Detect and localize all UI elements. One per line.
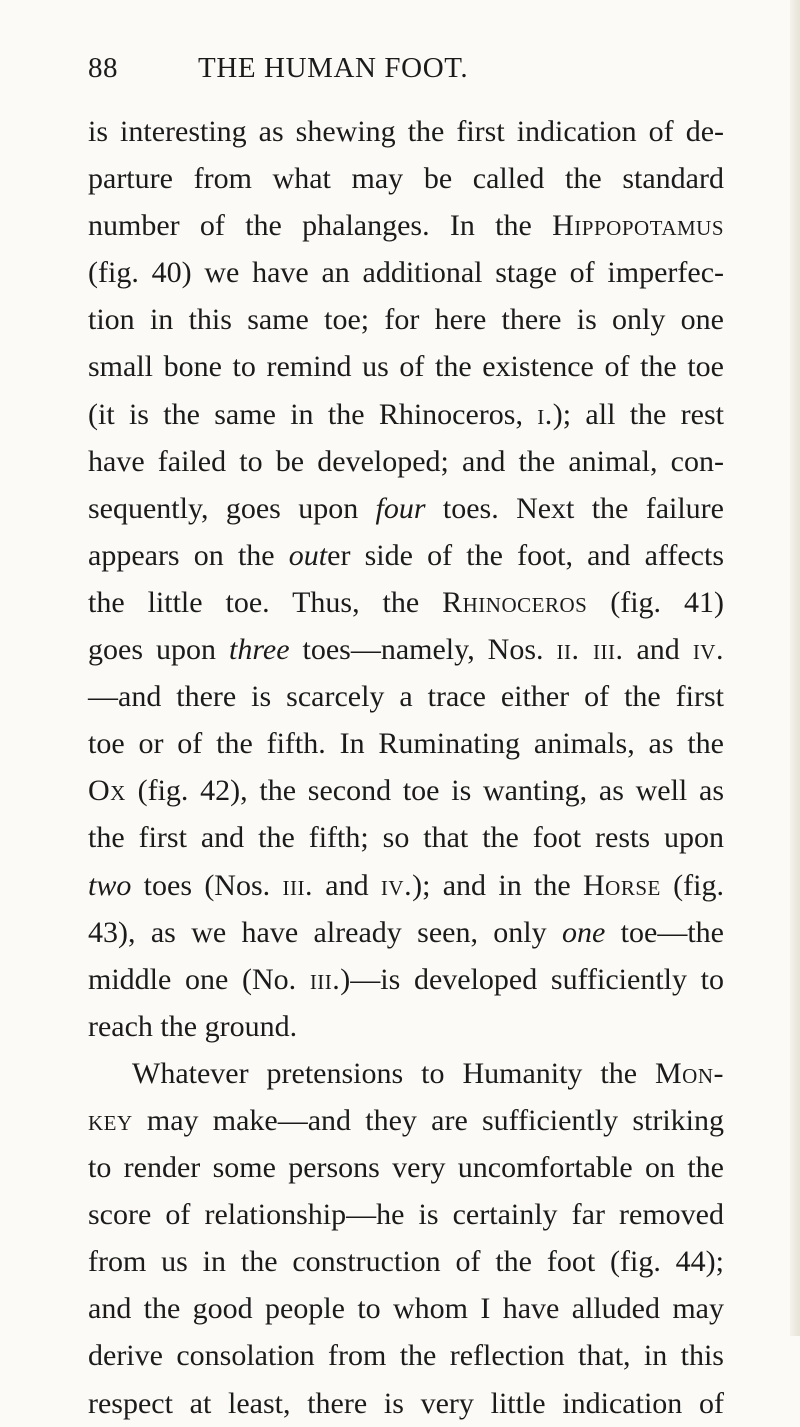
text-line bbox=[88, 532, 724, 579]
text-span: and bbox=[312, 868, 381, 902]
text-span: have failed to be developed; and the animal, con- bbox=[88, 444, 724, 478]
text-line bbox=[88, 438, 724, 485]
text-line bbox=[88, 673, 724, 720]
text-span: toe—the bbox=[605, 915, 724, 949]
text-span: derive consolation from the reflection that, in this bbox=[88, 1339, 724, 1373]
text-span: parture from what may be called the standard bbox=[88, 162, 724, 196]
text-span: ); and in the bbox=[412, 868, 583, 902]
text-span: Rhinoceros bbox=[442, 585, 588, 619]
text-line bbox=[88, 1050, 724, 1097]
text-span: Mon- bbox=[655, 1056, 724, 1090]
text-span: iv. bbox=[692, 633, 724, 667]
text-span: ); all the rest bbox=[552, 397, 724, 431]
text-span: and the good people to whom I have alluded may bbox=[88, 1292, 724, 1326]
text-line bbox=[88, 579, 724, 626]
paragraph-2 bbox=[88, 1050, 724, 1427]
text-line bbox=[88, 1003, 724, 1050]
text-span: —and there is scarcely a trace either of the first bbox=[88, 680, 724, 714]
text-span: iv. bbox=[380, 868, 413, 902]
text-span: key bbox=[88, 1103, 133, 1137]
text-line bbox=[88, 485, 724, 532]
text-span: (fig. bbox=[660, 868, 724, 902]
text-span: 43), as we have already seen, only bbox=[88, 915, 562, 949]
text-span: one bbox=[562, 915, 606, 949]
text-span: reach the ground. bbox=[88, 1009, 298, 1043]
text-span: respect at least, there is very little indication of bbox=[88, 1386, 724, 1420]
text-line bbox=[88, 155, 724, 202]
text-span: )—is developed sufficiently to bbox=[340, 962, 725, 996]
text-span: toes. Next the failure bbox=[425, 491, 724, 525]
text-span: i. bbox=[537, 397, 553, 431]
text-line bbox=[88, 720, 724, 767]
text-span: goes upon bbox=[88, 633, 229, 667]
text-span: to render some persons very uncomfortable on the bbox=[88, 1151, 724, 1185]
text-span: out bbox=[288, 538, 328, 572]
text-span: toes—namely, Nos. bbox=[289, 633, 557, 667]
page-header bbox=[88, 48, 718, 88]
text-line bbox=[88, 1380, 724, 1427]
text-span: er side of the foot, and affects bbox=[327, 538, 724, 572]
text-line bbox=[88, 202, 724, 249]
running-title: THE HUMAN FOOT. bbox=[198, 52, 469, 84]
text-line bbox=[88, 343, 724, 390]
text-span: Hippopotamus bbox=[552, 209, 724, 243]
text-span: tion in this same toe; for here there is only one bbox=[88, 303, 724, 337]
text-span: ii. iii. bbox=[556, 633, 624, 667]
text-span: sequently, goes upon bbox=[88, 491, 376, 525]
text-span: from us in the construction of the foot (fig. 44); bbox=[88, 1245, 724, 1279]
text-span: middle one (No. bbox=[88, 962, 310, 996]
text-line bbox=[88, 1097, 724, 1144]
text-span: score of relationship—he is certainly far removed bbox=[88, 1198, 724, 1232]
text-line bbox=[88, 1191, 724, 1238]
text-line bbox=[88, 249, 724, 296]
text-span: and bbox=[623, 633, 693, 667]
text-span: number of the phalanges. In the bbox=[88, 209, 553, 243]
text-span: Horse bbox=[582, 868, 661, 902]
text-span: toes (Nos. bbox=[131, 868, 283, 902]
text-span: iii. bbox=[282, 868, 313, 902]
page-number: 88 bbox=[88, 52, 118, 84]
text-span: (it is the same in the Rhinoceros, bbox=[88, 397, 538, 431]
text-span: Ox bbox=[88, 774, 126, 808]
text-line bbox=[88, 391, 724, 438]
text-line bbox=[88, 814, 724, 861]
text-span: the first and the fifth; so that the foot rests upon bbox=[88, 821, 724, 855]
body-text bbox=[88, 108, 724, 1427]
text-span: iii. bbox=[309, 962, 341, 996]
text-span: the little toe. Thus, the bbox=[88, 585, 443, 619]
text-span: toe or of the fifth. In Ruminating animals, as the bbox=[88, 727, 724, 761]
text-span: (fig. 41) bbox=[587, 585, 724, 619]
text-span: is interesting as shewing the first indication of de- bbox=[88, 115, 724, 148]
paragraph-1 bbox=[88, 108, 724, 1050]
text-line bbox=[88, 1285, 724, 1332]
text-line bbox=[88, 956, 724, 1003]
text-line bbox=[88, 1332, 724, 1379]
page-edge bbox=[790, 0, 800, 1336]
text-line bbox=[88, 1238, 724, 1285]
text-line bbox=[88, 626, 724, 673]
text-span: (fig. 40) we have an additional stage of imperfec- bbox=[88, 256, 724, 290]
text-span: three bbox=[228, 633, 290, 667]
text-span: two bbox=[88, 868, 132, 902]
text-line bbox=[88, 909, 724, 956]
text-span: four bbox=[375, 491, 426, 525]
text-line bbox=[88, 767, 724, 814]
text-span: appears on the bbox=[88, 538, 289, 572]
text-span: Whatever pretensions to Humanity the bbox=[132, 1056, 655, 1090]
text-line bbox=[88, 296, 724, 343]
text-line bbox=[88, 862, 724, 909]
text-span: (fig. 42), the second toe is wanting, as well as bbox=[125, 774, 724, 808]
text-span: may make—and they are sufficiently striking bbox=[132, 1103, 724, 1137]
text-span: small bone to remind us of the existence of the toe bbox=[88, 350, 724, 384]
text-line bbox=[88, 108, 724, 155]
text-line bbox=[88, 1144, 724, 1191]
